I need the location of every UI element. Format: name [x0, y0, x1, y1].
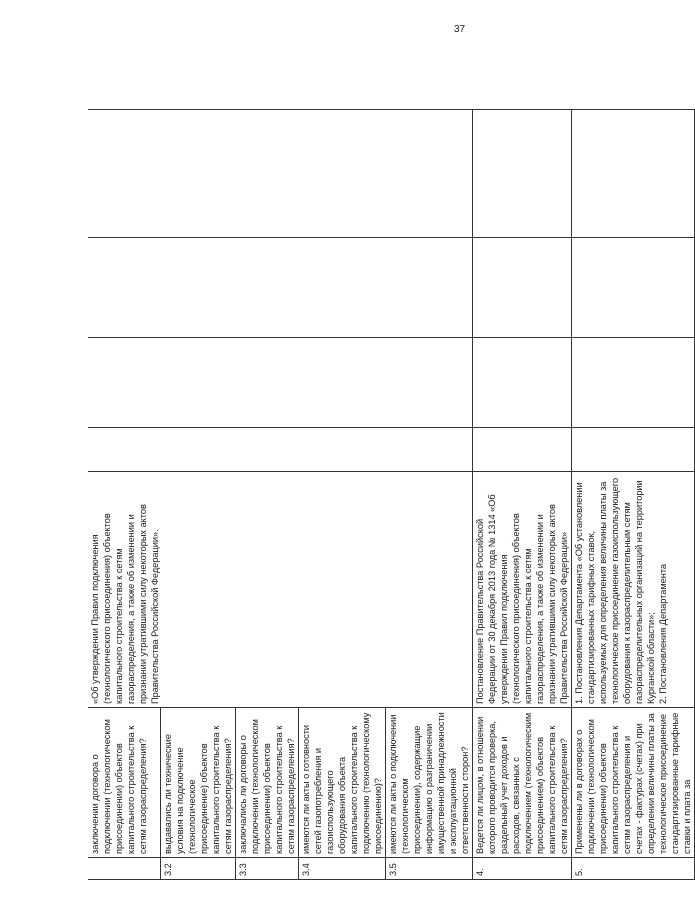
note-cell	[571, 110, 694, 238]
row-number: 5.	[571, 858, 694, 880]
row-number: 4.	[472, 858, 571, 880]
table-row	[88, 110, 160, 880]
note-cell	[472, 110, 571, 238]
answer-na-cell	[472, 238, 571, 338]
answer-na-cell	[571, 238, 694, 338]
row-question: Ведется ли лицом, в отношении которого проводится проверка, раздельный учет доходов и расходов, связанных с подключением (технологическим присоединением) объектов капитального строительства к сетям газораспределения?	[472, 708, 571, 858]
checklist-table-rotated	[88, 110, 692, 880]
answer-no-cell	[88, 338, 472, 428]
row-question: имеются ли акты о готовности сетей газопотребления и газоиспользующего оборудования объекта капитального строительства к подключению (технологическому присоединению)?	[298, 708, 385, 858]
row-number: 3.2	[160, 858, 235, 880]
row-number: 3.4	[298, 858, 385, 880]
row-number	[88, 858, 160, 880]
row-question: Применены ли в договорах о подключении (технологическом присоединении) объектов капитального строительства к сетям газораспределения и счетах - фактурах (счетах) при определении величины платы за технологическое присоединение стандартизированные тарифные ставки и плата за	[571, 708, 694, 858]
answer-yes-cell	[571, 428, 694, 472]
answer-no-cell	[571, 338, 694, 428]
answer-na-cell	[88, 238, 472, 338]
answer-no-cell	[472, 338, 571, 428]
row-number: 3.5	[385, 858, 472, 880]
row-question: выдавались ли технические условия на подключение (технологическое присоединение) объектов капитального строительства к сетям газораспределения?	[160, 708, 235, 858]
table-row	[472, 110, 571, 880]
answer-yes-cell	[472, 428, 571, 472]
row-question: имеются ли акты о подключении (технологическом присоединении), содержащие информацию о разграничении имущественной принадлежности и эксплуатационной ответственности сторон?	[385, 708, 472, 858]
row-number: 3.3	[235, 858, 298, 880]
note-cell	[88, 110, 472, 238]
row-legal-basis: «Об утверждении Правил подключения (технологического присоединения) объектов капитального строительства к сетям газораспределения, а также об изменении и признании утратившими силу некоторых актов Правительства Российской Федерации».	[88, 472, 472, 708]
row-question: заключались ли договоры о подключении (технологическом присоединении) объектов капитального строительства к сетям газораспределения?	[235, 708, 298, 858]
row-legal-basis: Постановление Правительства Российской Федерации от 30 декабря 2013 года № 1314 «Об утверждении Правил подключения (технологического присоединения) объектов капитального строительства к сетям газораспределения, а также об изменении и признании утратившими силу некоторых актов Правительства Российской Федерации»	[472, 472, 571, 708]
row-question: заключении договора о подключении (технологическом присоединении) объектов капитального строительства к сетям газораспределения?	[88, 708, 160, 858]
checklist-table	[88, 109, 695, 880]
answer-yes-cell	[88, 428, 472, 472]
page-number: 37	[454, 24, 466, 35]
table-row	[571, 110, 694, 880]
row-legal-basis: 1. Постановления Департамента «Об установлении стандартизированных тарифных ставок, используемых для определения величины платы за технологическое присоединение газоиспользующего оборудования к газораспределительным сетям газораспределительных организаций на территории Курганской области»; 2. Постановления Департамента	[571, 472, 694, 708]
